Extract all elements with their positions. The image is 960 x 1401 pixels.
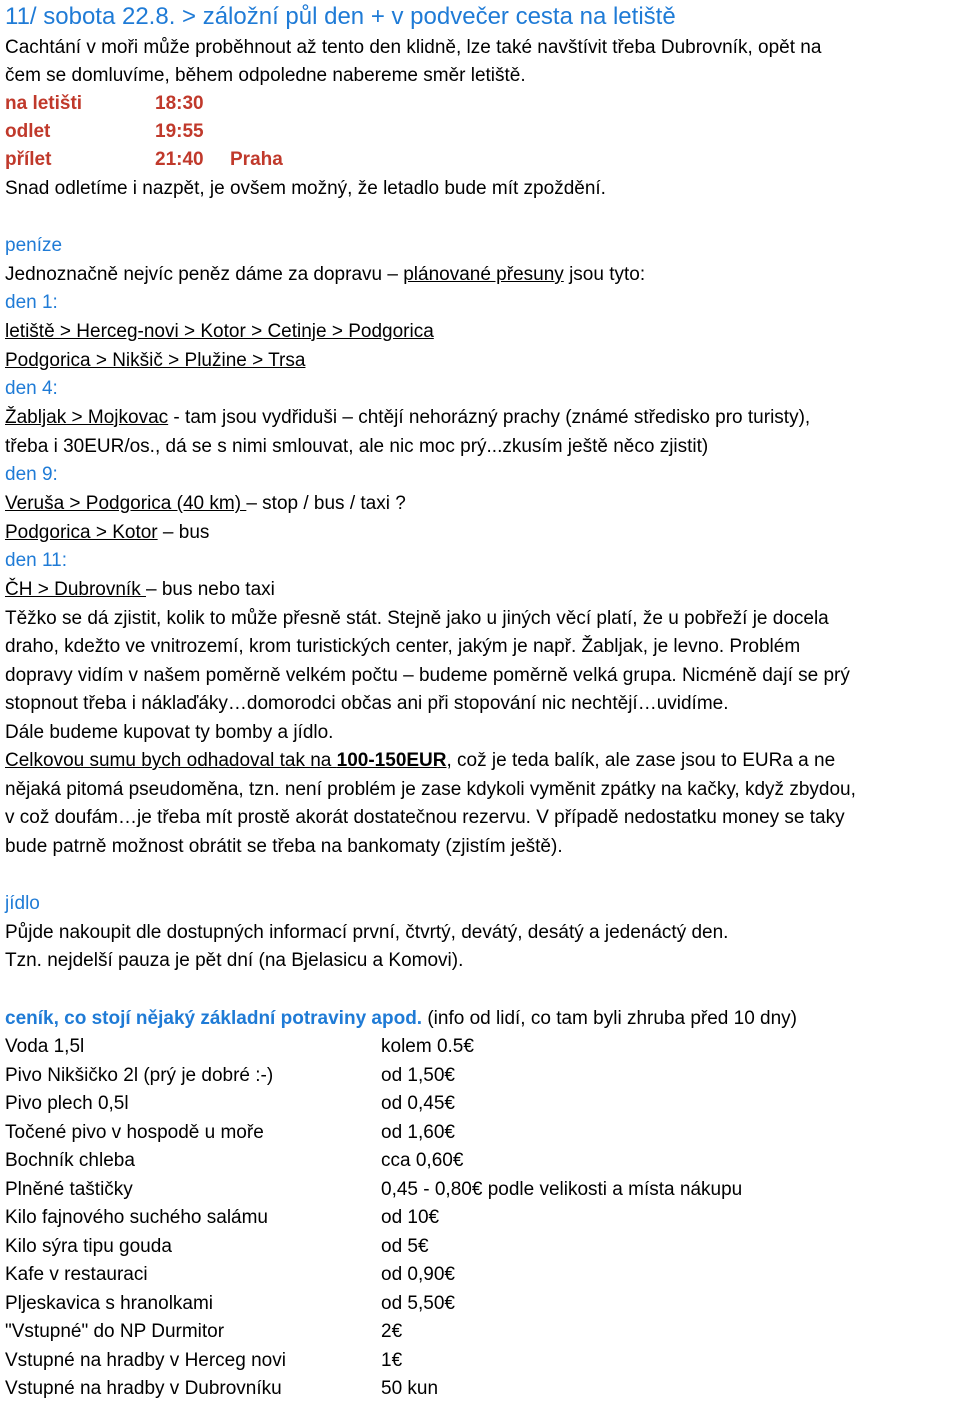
section-heading: 11/ sobota 22.8. > záložní půl den + v podvečer cesta na letiště — [5, 3, 676, 30]
money-paragraph: v což doufám…je třeba mít prostě akorát dostatečnou rezervu. V případě nedostatku money se taky — [5, 807, 845, 828]
flight-label: odlet — [5, 121, 51, 142]
planned-moves-link: plánované přesuny — [403, 264, 564, 285]
price-item: Točené pivo v hospodě u moře — [5, 1122, 264, 1143]
price-value: od 1,60€ — [381, 1122, 455, 1143]
flight-row — [5, 92, 204, 116]
money-intro-text: jsou tyto: — [563, 264, 646, 285]
flight-note: Snad odletíme i nazpět, je ovšem možný, že letadlo bude mít zpoždění. — [5, 178, 606, 199]
price-row — [5, 1092, 455, 1116]
route — [5, 492, 406, 516]
money-heading: peníze — [5, 235, 63, 256]
price-item: Kilo fajnového suchého salámu — [5, 1207, 269, 1228]
price-item: Vstupné na hradby v Herceg novi — [5, 1350, 286, 1371]
price-value: od 1,50€ — [381, 1065, 455, 1086]
route-link: Veruša > Podgorica (40 km) — [5, 493, 247, 514]
flight-label: na letišti — [5, 93, 83, 114]
price-row — [5, 1121, 455, 1145]
price-value: od 0,90€ — [381, 1264, 455, 1285]
price-heading-note: (info od lidí, co tam byli zhruba před 10 dny) — [422, 1008, 797, 1029]
route: Podgorica > Nikšič > Plužine > Trsa — [5, 350, 306, 371]
food-line: Tzn. nejdelší pauza je pět dní (na Bjelasicu a Komovi). — [5, 950, 464, 971]
money-intro-text: Jednoznačně nejvíc peněz dáme za dopravu – — [5, 264, 404, 285]
flight-time: 19:55 — [155, 121, 204, 142]
route-link: Podgorica > Kotor — [5, 522, 158, 543]
day-label: den 9: — [5, 464, 58, 485]
price-value: cca 0,60€ — [381, 1150, 464, 1171]
money-paragraph: bude patrně možnost obrátit se třeba na bankomaty (zjistím ještě). — [5, 836, 563, 857]
price-item: Vstupné na hradby v Dubrovníku — [5, 1378, 282, 1399]
food-heading: jídlo — [5, 893, 40, 914]
route-text: – stop / bus / taxi ? — [246, 493, 406, 514]
price-value: 0,45 - 0,80€ podle velikosti a místa nákupu — [381, 1179, 743, 1200]
price-value: od 10€ — [381, 1207, 440, 1228]
price-row — [5, 1235, 429, 1259]
price-value: od 0,45€ — [381, 1093, 455, 1114]
money-paragraph: draho, kdežto ve vnitrozemí, krom turistických center, jakým je např. Žabljak, je levno. Problém — [5, 636, 801, 657]
price-row — [5, 1149, 464, 1173]
money-paragraph: stopnout třeba i náklaďáky…domorodci občas ani při stopování nic nechtějí…uvidíme. — [5, 693, 729, 714]
route-text: – bus nebo taxi — [145, 579, 275, 600]
flight-row — [5, 120, 204, 144]
price-list-heading — [5, 1007, 797, 1031]
day-label: den 4: — [5, 378, 58, 399]
total-amount: 100-150EUR — [336, 750, 447, 771]
flight-row — [5, 148, 283, 172]
price-row — [5, 1064, 455, 1088]
price-row — [5, 1349, 403, 1373]
price-row — [5, 1377, 439, 1401]
total-estimate — [5, 749, 835, 773]
price-item: Pivo Nikšičko 2l (prý je dobré :-) — [5, 1065, 274, 1086]
route: letiště > Herceg-novi > Kotor > Cetinje > Podgorica — [5, 321, 434, 342]
price-item: "Vstupné" do NP Durmitor — [5, 1321, 225, 1342]
price-row — [5, 1178, 743, 1202]
money-intro — [5, 263, 645, 287]
price-value: 2€ — [381, 1321, 403, 1342]
flight-place: Praha — [230, 149, 283, 170]
money-paragraph: nějaká pitomá pseudoměna, tzn. není problém je zase kdykoli vyměnit zpátky na kačky, když zbydou, — [5, 779, 856, 800]
money-paragraph: dopravy vidím v našem poměrně velkém počtu – budeme poměrně velká grupa. Nicméně dají se prý — [5, 665, 850, 686]
price-item: Kilo sýra tipu gouda — [5, 1236, 172, 1257]
route-text: - tam jsou vydřiduši – chtějí nehorázný prachy (známé středisko pro turisty), — [168, 407, 811, 428]
price-row — [5, 1035, 474, 1059]
price-row — [5, 1206, 440, 1230]
price-item: Plněné taštičky — [5, 1179, 133, 1200]
price-value: 1€ — [381, 1350, 403, 1371]
route — [5, 406, 810, 430]
flight-label: přílet — [5, 149, 52, 170]
money-paragraph: Dále budeme kupovat ty bomby a jídlo. — [5, 722, 334, 743]
price-item: Pljeskavica s hranolkami — [5, 1293, 214, 1314]
route — [5, 521, 209, 545]
day-label: den 11: — [5, 550, 67, 571]
route-link: ČH > Dubrovník — [5, 579, 146, 600]
route — [5, 578, 275, 602]
price-heading-text: ceník, co stojí nějaký základní potraviny apod. — [5, 1008, 423, 1029]
price-value: kolem 0.5€ — [381, 1036, 474, 1057]
route-link: Žabljak > Mojkovac — [5, 407, 169, 428]
total-text: Celkovou sumu bych odhadoval tak na — [5, 750, 337, 771]
price-value: od 5,50€ — [381, 1293, 455, 1314]
route-cont: třeba i 30EUR/os., dá se s nimi smlouvat, ale nic moc prý...zkusím ještě něco zjistit) — [5, 436, 709, 457]
price-item: Pivo plech 0,5l — [5, 1093, 129, 1114]
food-line: Půjde nakoupit dle dostupných informací první, čtvrtý, devátý, desátý a jedenáctý den. — [5, 922, 729, 943]
flight-time: 18:30 — [155, 93, 204, 114]
price-value: od 5€ — [381, 1236, 429, 1257]
price-item: Kafe v restauraci — [5, 1264, 148, 1285]
price-row — [5, 1320, 403, 1344]
price-row — [5, 1292, 455, 1316]
day-label: den 1: — [5, 292, 58, 313]
intro-line: čem se domluvíme, během odpoledne nabereme směr letiště. — [5, 65, 526, 86]
price-value: 50 kun — [381, 1378, 439, 1399]
money-paragraph: Těžko se dá zjistit, kolik to může přesně stát. Stejně jako u jiných věcí platí, že u pobřeží je docela — [5, 608, 829, 629]
total-text: , což je teda balík, ale zase jsou to EURa a ne — [446, 750, 836, 771]
flight-time: 21:40 — [155, 149, 204, 170]
price-row — [5, 1263, 455, 1287]
intro-line: Cachtání v moři může proběhnout až tento den klidně, lze také navštívit třeba Dubrovník, opět na — [5, 37, 822, 58]
route-text: – bus — [157, 522, 210, 543]
price-item: Voda 1,5l — [5, 1036, 85, 1057]
price-item: Bochník chleba — [5, 1150, 135, 1171]
